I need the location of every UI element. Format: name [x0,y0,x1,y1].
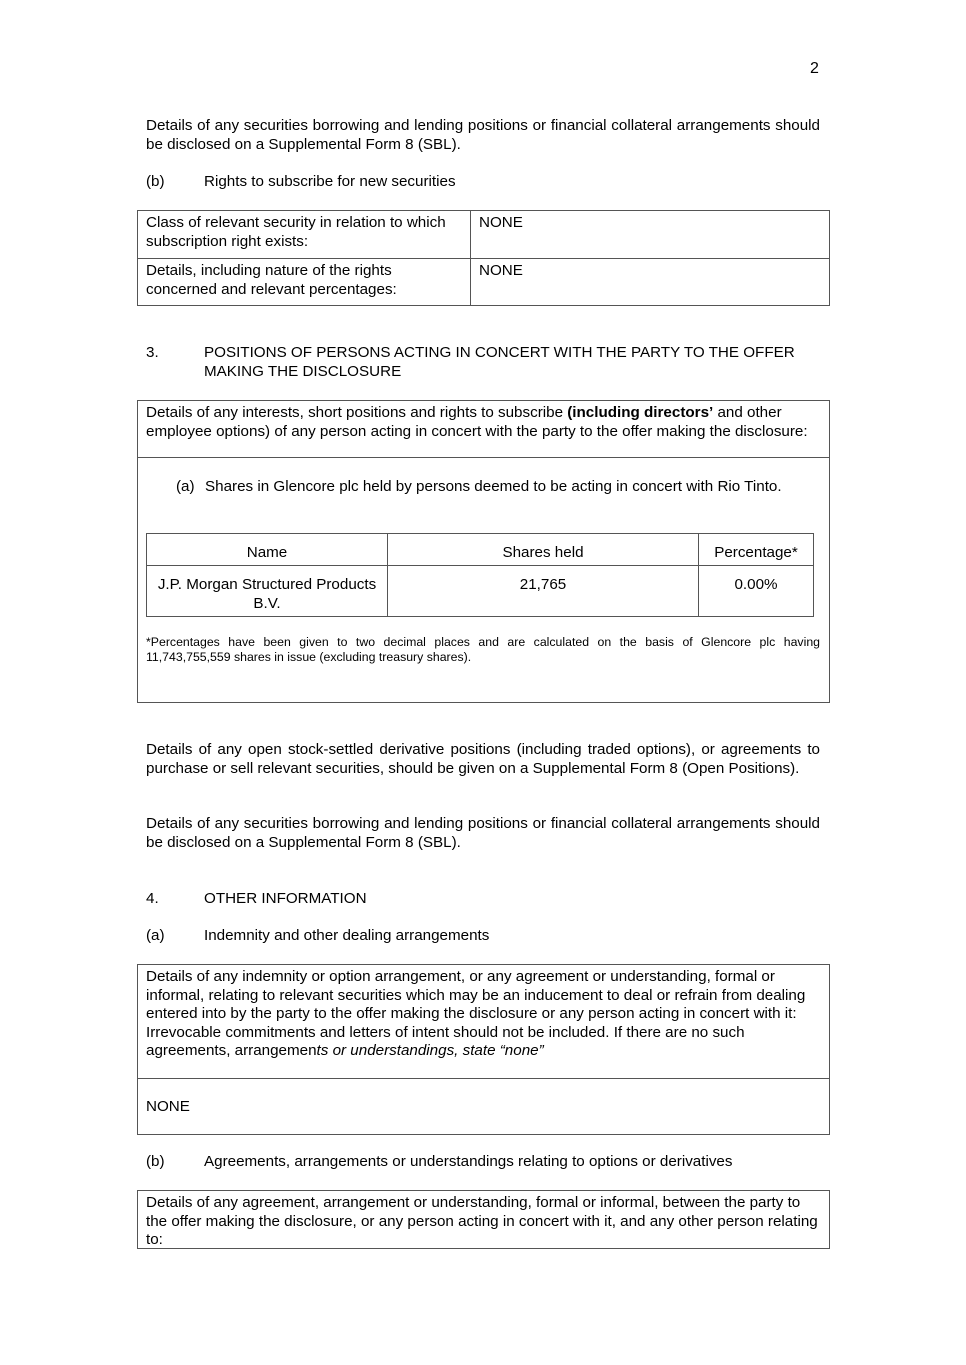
concert-holdings-table [146,533,814,617]
open-positions-note: Details of any open stock-settled derivative positions (including traded options), or agreements to purchase or sell relevant securities, should be given on a Supplemental Form 8 (Open Positions). [146,741,820,777]
section-4a-title: Indemnity and other dealing arrangements [204,927,490,944]
sbl-note-bottom: Details of any securities borrowing and lending positions or financial collateral arrangements should be disclosed on a Supplemental Form 8 (SBL). [146,815,820,851]
section-3-num: 3. [146,344,159,361]
section-2b-title: Rights to subscribe for new securities [204,173,456,190]
holder-shares: 21,765 [519,576,567,593]
holder-name: J.P. Morgan Structured Products B.V. [157,576,377,612]
section-2b-num: (b) [146,173,165,190]
section-4-title: OTHER INFORMATION [204,890,367,907]
indemnity-value: NONE [146,1098,190,1115]
concert-positions-box [137,400,830,703]
subscription-details-label: Details, including nature of the rights concerned and relevant percentages: [146,262,397,298]
section-4-num: 4. [146,890,159,907]
options-derivatives-description: Details of any agreement, arrangement or understanding, formal or informal, between the party to the offer making the disclosure, or any person acting in concert with it, and any other person relating to: [146,1194,818,1249]
options-derivatives-box [137,1190,830,1249]
sbl-note-top: Details of any securities borrowing and lending positions or financial collateral arrangements should be disclosed on a Supplemental Form 8 (SBL). [146,117,820,153]
sub-a-label: (a) [176,478,195,495]
subscription-class-label: Class of relevant security in relation to which subscription right exists: [146,214,446,250]
section-3-title: POSITIONS OF PERSONS ACTING IN CONCERT WITH THE PARTY TO THE OFFER MAKING THE DISCLOSURE [204,344,795,380]
page-number: 2 [810,60,819,77]
holder-percentage: 0.00% [734,576,778,593]
section-4b-num: (b) [146,1153,165,1170]
indemnity-description: Details of any indemnity or option arrangement, or any agreement or understanding, formal or informal, relating to relevant securities which may be an inducement to deal or refrain from dealing entered into by the party to the offer making the disclosure or any person acting in concert with it: Irrevocable commitments and letters of intent should not be included. If there are no such agreements, arrangements or understandings, state “none” [146,968,806,1060]
section-4b-title: Agreements, arrangements or understandings relating to options or derivatives [204,1153,733,1170]
col-header-name: Name [246,544,288,561]
section-4a-num: (a) [146,927,165,944]
col-header-shares: Shares held [502,544,584,561]
sub-a-text: Shares in Glencore plc held by persons deemed to be acting in concert with Rio Tinto. [205,478,782,495]
percentage-footnote: *Percentages have been given to two decimal places and are calculated on the basis of Glencore plc having 11,743,755,559 shares in issue (excluding treasury shares). [146,635,820,664]
col-header-percentage: Percentage* [714,544,798,561]
concert-box-intro: Details of any interests, short positions and rights to subscribe (including directors’ and other employee options) of any person acting in concert with the party to the offer making the disclosure: [146,404,808,440]
subscription-details-value: NONE [479,262,523,279]
subscription-class-value: NONE [479,214,523,231]
indemnity-box [137,964,830,1135]
subscription-rights-table [137,210,830,306]
